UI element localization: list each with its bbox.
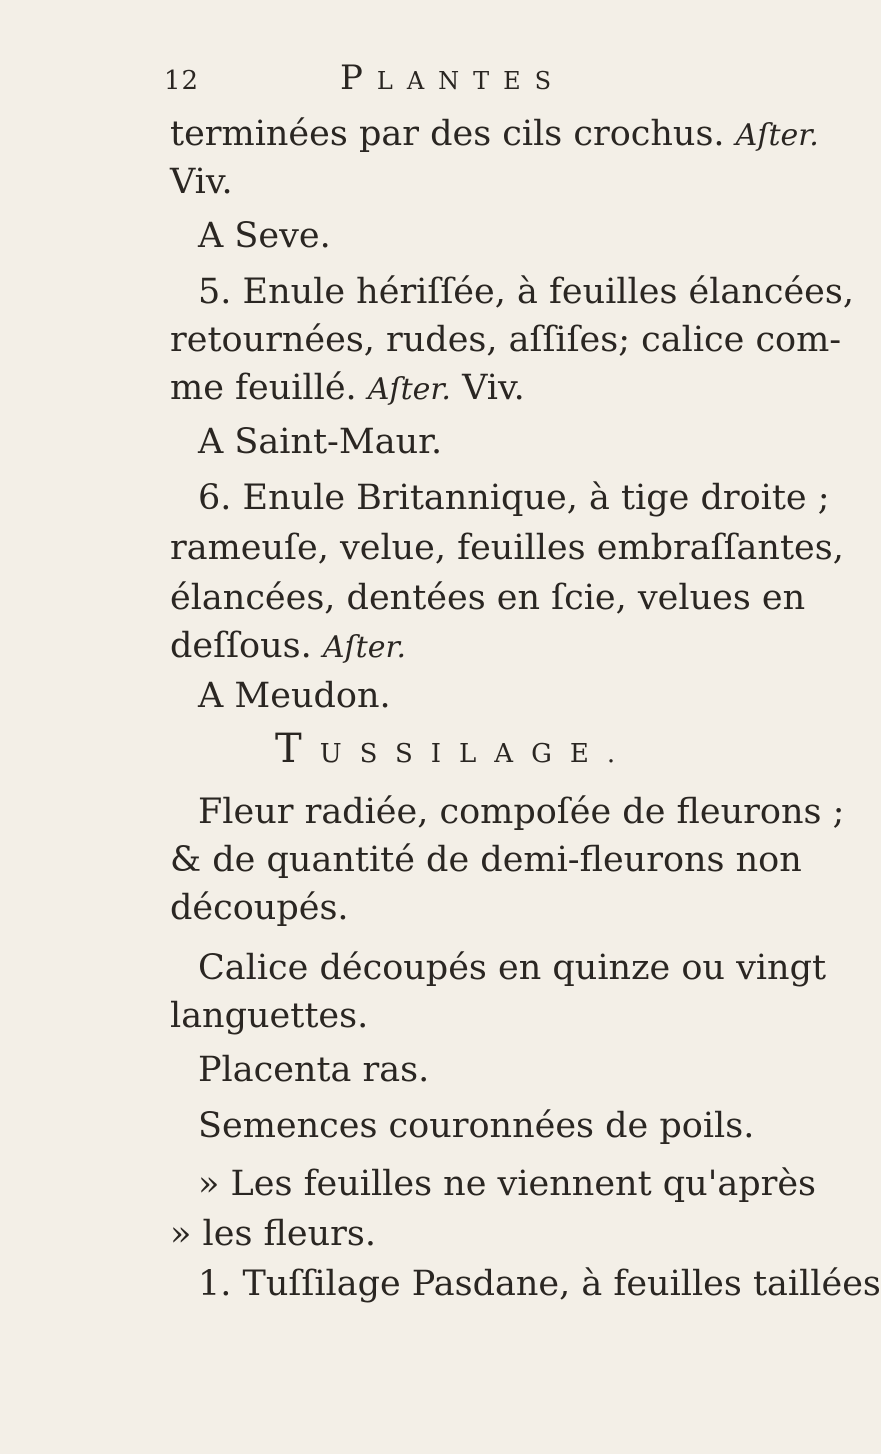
- genus-ref: Aſter.: [322, 630, 407, 665]
- running-title: Plantes: [340, 58, 566, 98]
- locality: A Seve.: [198, 216, 331, 256]
- text-line: 1. Tuſſilage Pasdane, à feuilles taillées: [198, 1264, 881, 1304]
- locality: A Saint-Maur.: [198, 422, 443, 462]
- genus-ref: Aſter.: [367, 372, 451, 407]
- text-line: découpés.: [170, 888, 349, 928]
- text-line: élancées, dentées en ſcie, velues en: [170, 578, 806, 618]
- text-line: Viv.: [170, 162, 233, 202]
- text-line: Fleur radiée, compoſée de fleurons ;: [198, 792, 845, 832]
- text-line: rameuſe, velue, feuilles embraſſantes,: [170, 528, 844, 568]
- page-header: [0, 58, 800, 98]
- text-line: Placenta ras.: [198, 1050, 430, 1090]
- section-heading: TUSSILAGE.: [275, 726, 634, 772]
- text-line: deſſous. Aſter.: [170, 626, 407, 666]
- text-line: retournées, rudes, aſſiſes; calice com-: [170, 320, 842, 360]
- text-line: 5. Enule hériſſée, à feuilles élancées,: [198, 272, 854, 312]
- text-line: Semences couronnées de poils.: [198, 1106, 755, 1146]
- locality: A Meudon.: [198, 676, 391, 716]
- genus-ref: Aſter.: [735, 118, 819, 153]
- text-line: » les fleurs.: [170, 1214, 376, 1254]
- text-line: 6. Enule Britannique, à tige droite ;: [198, 478, 830, 518]
- text-line: Calice découpés en quinze ou vingt: [198, 948, 827, 988]
- text-line: me feuillé. Aſter. Viv.: [170, 368, 525, 408]
- page-number: 12: [164, 66, 200, 96]
- text-line: terminées par des cils crochus. Aſter.: [170, 114, 819, 154]
- text-line: & de quantité de demi-fleurons non: [170, 840, 802, 880]
- text-line: languettes.: [170, 996, 369, 1036]
- text-line: » Les feuilles ne viennent qu'après: [198, 1164, 817, 1204]
